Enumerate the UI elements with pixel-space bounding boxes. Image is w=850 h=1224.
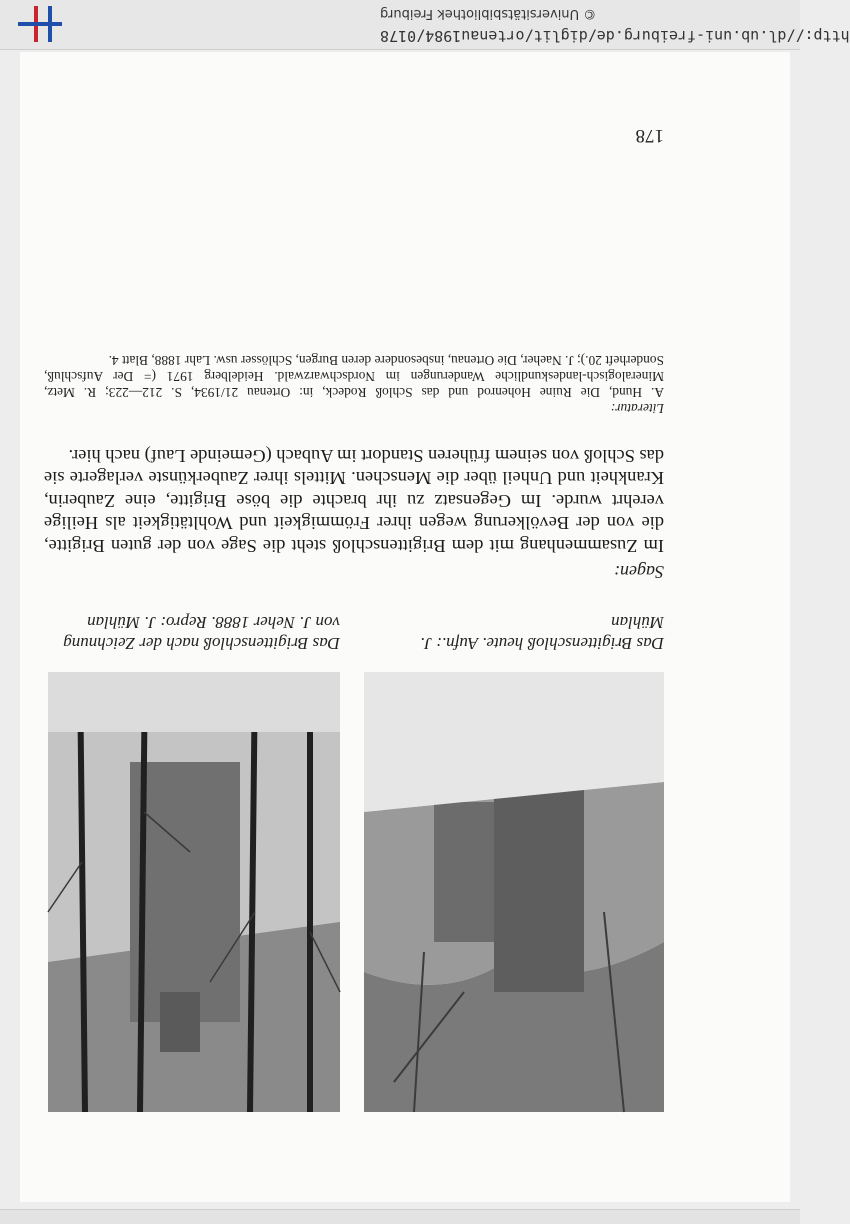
- photo-ruin-today: [364, 672, 664, 1112]
- literatur-paragraph: A. Hund, Die Ruine Hohenrod und das Schloß Rodeck, in: Ortenau 21/1934, S. 212—223; R. Metz, Mineralogisch-landeskundliche Wanderungen im Nordschwarzwald. Heidelberg 1971 (= Der Aufschluß, Sonderheft 20.); J. Naeher, Die Ortenau, insbesondere deren Burgen, Schlösser usw. Lahr 1888, Blatt 4.: [44, 353, 664, 400]
- section-heading-sagen: Sagen:: [614, 562, 664, 582]
- drawing-neher-1888: [48, 672, 340, 1112]
- page-number: 178: [635, 125, 664, 146]
- document-page: [20, 52, 790, 1202]
- sagen-paragraph: Im Zusammenhang mit dem Brigittenschloß steht die Sage von der guten Brigitte, die von der Bevölkerung wegen ihrer Frömmigkeit und Wohltätigkeit als Heilige verehrt wurde. Im Gegensatz zu ihr brachte die böse Brigitte, eine Zauberin, Krankheit und Unheil über die Menschen. Mittels ihrer Zauberkünste verlagerte sie das Schloß von seinem früheren Standort im Aubach (Gemeinde Lauf) nach hier.: [44, 446, 664, 556]
- copyright-notice: © Universitätsbibliothek Freiburg: [380, 6, 597, 21]
- caption-photo-today: Das Brigittenschloß heute. Aufn.: J. Mühlan: [420, 613, 664, 653]
- document-url-link[interactable]: http://dl.ub.uni-freiburg.de/diglit/ortenau1984/0178: [380, 27, 850, 45]
- ub-freiburg-logo-icon[interactable]: [18, 6, 62, 42]
- bottom-scroll-bar[interactable]: [0, 1209, 800, 1224]
- section-heading-literatur: Literatur:: [610, 401, 664, 416]
- caption-drawing: Das Brigittenschloß nach der Zeichnung von J. Neher 1888. Repro: J. Mühlan: [63, 613, 340, 653]
- viewer-footer-bar: [0, 0, 850, 50]
